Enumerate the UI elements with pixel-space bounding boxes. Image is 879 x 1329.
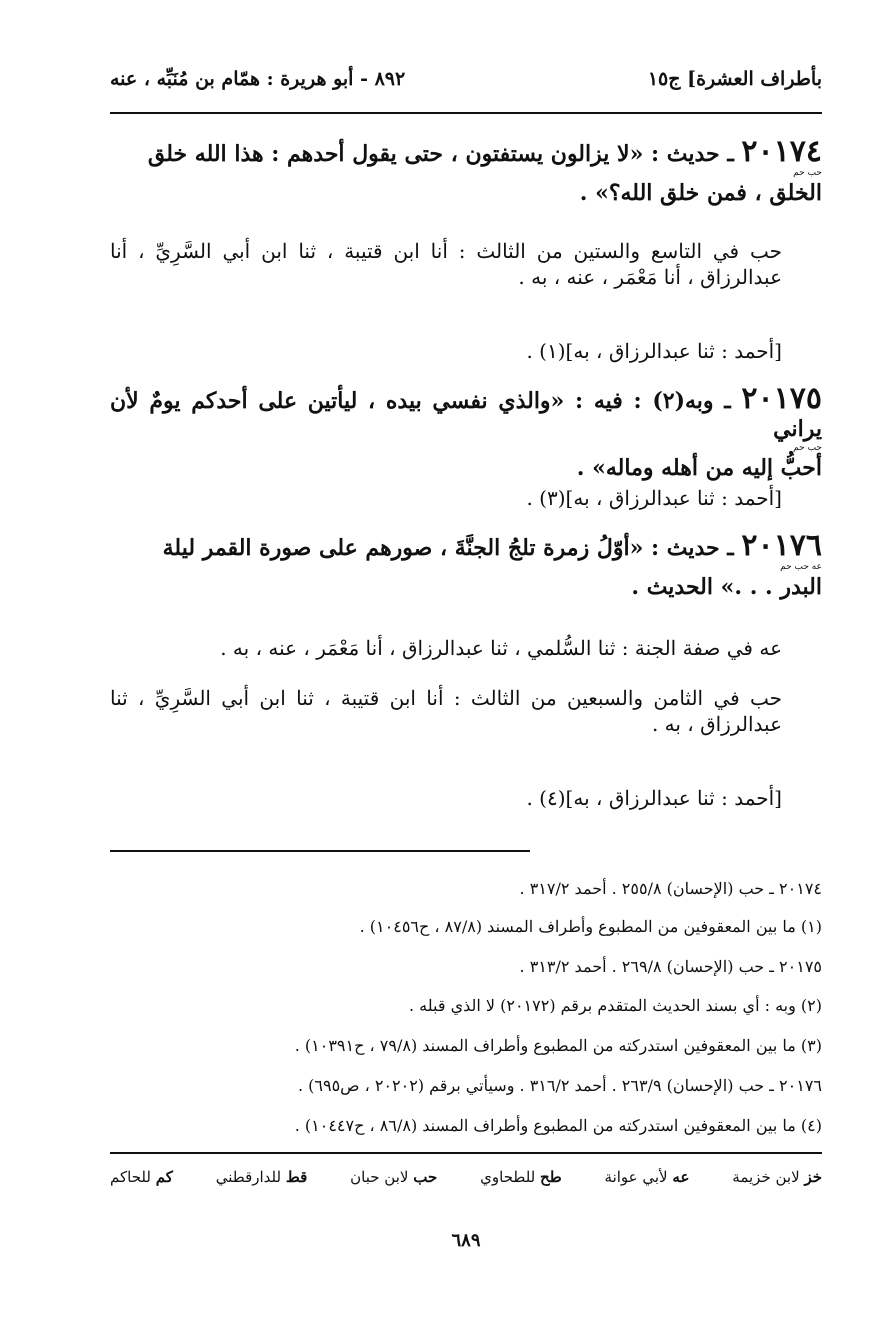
chain-paragraph: حب في الثامن والسبعين من الثالث : أنا ابن قتيبة ، ثنا ابن أبي السَّرِيِّ ، ثنا عبدالرزاق ، به . [110, 686, 782, 736]
header-chapter-title: ٨٩٢ - أبو هريرة : همّام بن مُنَبِّه ، عنه [110, 68, 406, 90]
header-rule [110, 112, 822, 114]
footnote-rule [110, 850, 530, 852]
footnote: ٢٠١٧٤ ـ حب (الإحسان) ٢٥٥/٨ . أحمد ٣١٧/٢ . [519, 879, 822, 898]
hadith-number: ٢٠١٧٤ [741, 134, 822, 169]
abbreviation-item: خز لابن خزيمة [732, 1168, 822, 1186]
chain-paragraph: عه في صفة الجنة : ثنا السُّلمي ، ثنا عبدالرزاق ، أنا مَعْمَر ، عنه ، به . [220, 636, 782, 660]
ahmad-reference: [أحمد : ثنا عبدالرزاق ، به](٤) . [526, 786, 782, 810]
source-sigla: عه حب حم [780, 562, 822, 572]
hadith-20176-text [110, 528, 822, 601]
book-page [110, 60, 822, 1320]
header-volume-title: بأطراف العشرة] ج١٥ [647, 68, 822, 90]
page-number: ٦٨٩ [451, 1230, 481, 1251]
abbreviation-item: طح للطحاوي [480, 1168, 562, 1186]
ahmad-reference: [أحمد : ثنا عبدالرزاق ، به](١) . [526, 339, 782, 363]
footnote: ٢٠١٧٥ ـ حب (الإحسان) ٢٦٩/٨ . أحمد ٣١٣/٢ . [519, 957, 822, 976]
hadith-20175-text [110, 381, 822, 482]
running-header [110, 68, 822, 100]
hadith-20175-line1: ٢٠١٧٥ ـ وبه(٢) : فيه : «والذي نفسي بيده ، ليأتين على أحدكم يومٌ لأن يراني [110, 381, 822, 442]
hadith-20174-text [110, 134, 822, 207]
ahmad-reference: [أحمد : ثنا عبدالرزاق ، به](٣) . [526, 486, 782, 510]
footnote: ٢٠١٧٦ ـ حب (الإحسان) ٢٦٣/٩ . أحمد ٣١٦/٢ . وسيأتي برقم (٢٠٢٠٢ ، ص٦٩٥) . [297, 1076, 822, 1095]
footnote: (١) ما بين المعقوفين من المطبوع وأطراف المسند (٨٧/٨ ، ح١٠٤٥٦) . [359, 917, 822, 936]
footnote: (٢) وبه : أي بسند الحديث المتقدم برقم (٢٠١٧٢) لا الذي قبله . [408, 996, 822, 1015]
hadith-number: ٢٠١٧٥ [741, 381, 822, 416]
hadith-20174-line2: الخلق ، فمن خلق الله؟» . [579, 180, 822, 206]
abbreviation-item: كم للحاكم [110, 1168, 173, 1186]
source-sigla: حب حم [793, 443, 822, 453]
footnote: (٣) ما بين المعقوفين استدركته من المطبوع وأطراف المسند (٧٩/٨ ، ح١٠٣٩١) . [294, 1036, 822, 1055]
hadith-number: ٢٠١٧٦ [741, 528, 822, 563]
hadith-20176-line1: ٢٠١٧٦ ـ حديث : «أوّلُ زمرة تلجُ الجنَّةَ ، صورهم على صورة القمر ليلة [162, 528, 822, 563]
source-sigla: حب حم [793, 168, 822, 178]
abbreviation-item: حب لابن حبان [350, 1168, 438, 1186]
abbreviation-item: عه لأبي عوانة [604, 1168, 690, 1186]
abbreviation-item: قط للدارقطني [215, 1168, 308, 1186]
abbreviations-key [110, 1168, 822, 1186]
footnote: (٤) ما بين المعقوفين استدركته من المطبوع وأطراف المسند (٨٦/٨ ، ح١٠٤٤٧) . [294, 1116, 822, 1135]
abbreviations-rule [110, 1152, 822, 1154]
chain-paragraph: حب في التاسع والستين من الثالث : أنا ابن قتيبة ، ثنا ابن أبي السَّرِيِّ ، أنا عبدالرزاق ، أنا مَعْمَر ، عنه ، به . [110, 239, 782, 289]
hadith-20175-line2: أحبُّ إليه من أهله وماله» . [576, 455, 822, 481]
hadith-20176-line2: البدر . . .» الحديث . [631, 574, 822, 600]
hadith-20174-line1: ٢٠١٧٤ ـ حديث : «لا يزالون يستفتون ، حتى يقول أحدهم : هذا الله خلق [147, 134, 822, 169]
